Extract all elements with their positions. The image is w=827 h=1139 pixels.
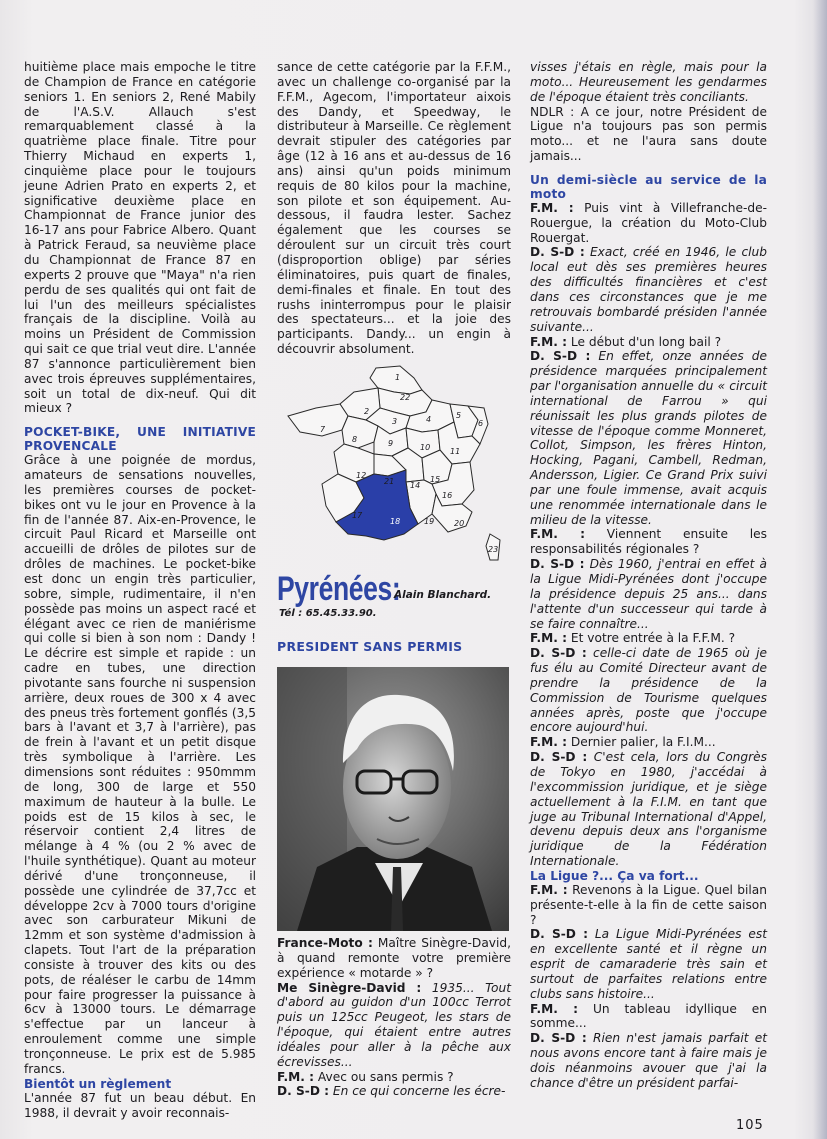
interview-question bbox=[530, 335, 767, 350]
column-middle bbox=[277, 60, 511, 357]
question-text: Viennent ensuite les responsabilités régionales ? bbox=[530, 527, 768, 557]
article-paragraph: Grâce à une poignée de mordus, amateurs de sensations nouvelles, les premières courses de pocket-bikes ont vu le jour en Provence à la fin de l'année 87. Aix-en-Provence, le circuit Paul Ricard et Marseille ont accueilli de drôles de pilotes sur de drôles de machines. Le pocket-bike est donc un engin très particulier, sobre, simple, rudimentaire, il n'en possède pas moins un aspect racé et élégant avec ce rien de maniérisme qui colle si bien à son nom : Dandy ! Le décrire est simple et rapide : un cadre en tubes, une direction pivotante sans fourche ni suspension arrière, deux roues de 300 x 4 avec des pneus très fortement gonflés (3,5 bars à l'avant et 3,7 à l'arrière), pas de frein à l'avant et un petit disque très symbolique à l'arrière. Les dimensions sont réduites : 950mmm de long, 300 de large et 550 maximum de hauteur à la bulle. Le poids est de 15 kilos à sec, le réservoir contient 2,4 litres de mélange à 4 % (ou 2 % avec de l'huile synthétique). Quant au moteur dérivé d'une tronçonneuse, il possède une cylindrée de 37,7cc et développe 2cv à 7000 tours d'origine avec son carburateur Mikuni de 12mm et son système d'admission à clapets. Tout l'art de la préparation consiste à trouver des kits ou des pots, de réaléser le carbu de 14mm pour faire progresser la puissance à 6cv à 13000 tours. Le démarrage s'effectue par un lanceur à enroulement comme une simple tronçonneuse. Le prix est de 5.985 francs. bbox=[24, 453, 256, 1076]
speaker-label: D. S-D : bbox=[530, 750, 588, 765]
speaker-label: D. S-D : bbox=[530, 646, 587, 661]
interview-answer bbox=[277, 1084, 511, 1099]
interview-answer bbox=[530, 349, 767, 527]
map-label: 12 bbox=[356, 471, 367, 480]
map-label: 18 bbox=[390, 517, 401, 526]
editor-note: NDLR : A ce jour, notre Président de Ligue n'a toujours pas son permis moto... et ne l'aura sans doute jamais... bbox=[530, 104, 767, 164]
interview-question bbox=[530, 735, 767, 750]
map-label: 6 bbox=[478, 419, 484, 428]
answer-text: Rien n'est jamais parfait et nous avons encore tant à faire mais je dois néanmoins avouer que j'ai la chance d'être un président parfai- bbox=[530, 1031, 768, 1090]
speaker-label: F.M. : bbox=[530, 200, 574, 215]
map-label: 7 bbox=[320, 425, 326, 434]
region-contact-phone: Tél : 65.45.33.90. bbox=[279, 608, 377, 619]
column-middle-interview bbox=[277, 936, 511, 1099]
column-left bbox=[24, 60, 256, 1120]
column-right bbox=[530, 60, 767, 1091]
interview-question bbox=[277, 936, 511, 981]
map-label: 22 bbox=[400, 393, 411, 402]
page-number: 105 bbox=[736, 1118, 764, 1133]
answer-text: Dès 1960, j'entrai en effet à la Ligue Midi-Pyrénées dont j'occupe la présidence depuis 25 ans... dans l'attente d'un successeur qui tarde à se faire connaître... bbox=[530, 557, 768, 631]
question-text: Et votre entrée à la F.F.M. ? bbox=[567, 631, 736, 646]
speaker-label: F.M. : bbox=[277, 1069, 315, 1084]
question-text: Avec ou sans permis ? bbox=[314, 1069, 454, 1084]
map-label: 23 bbox=[488, 545, 499, 554]
article-paragraph: sance de cette catégorie par la F.F.M., avec un challenge co-organisé par la F.F.M., Agecom, l'importateur aixois des Dandy, et Speedway, le distributeur à Marseille. Ce règlement devrait stipuler des catégories par âge (12 à 16 ans et au-dessus de 16 ans) ainsi qu'un poids minimum requis de 80 kilos pour la machine, son pilote et son équipement. Au-dessous, il faudra lester. Sachez également que les courses se déroulent sur un circuit très court (disproportion oblige) par séries éliminatoires, puis quart de finales, demi-finales et finale. En tout des rushs ininterrompus pour le plaisir des spectateurs... et la joie des participants. Dandy... un engin à découvrir absolument. bbox=[277, 60, 511, 357]
answer-text: La Ligue Midi-Pyrénées est en excellente santé et il règne un esprit de camaraderie très sain et surtout de parfaites relations entre clubs sans histoire... bbox=[530, 927, 767, 1001]
interview-question bbox=[530, 631, 767, 646]
speaker-label: F.M. : bbox=[530, 631, 568, 646]
interview-question bbox=[530, 883, 767, 928]
speaker-label: F.M. : bbox=[530, 527, 585, 542]
section-heading-pocket-bike: POCKET-BIKE, UNE INITIATIVE PROVENCALE bbox=[24, 425, 256, 454]
map-label: 1 bbox=[395, 373, 401, 382]
portrait-photo bbox=[277, 667, 509, 931]
interview-answer bbox=[530, 557, 767, 631]
question-text: Puis vint à Villefranche-de-Rouergue, la création du Moto-Club Rouergat. bbox=[530, 200, 767, 245]
section-heading-demi-siecle: Un demi-siècle au service de la moto bbox=[530, 172, 767, 201]
interview-question bbox=[530, 201, 767, 246]
subheading-ligue: La Ligue ?... Ça va fort... bbox=[530, 868, 699, 883]
question-text: Dernier palier, la F.I.M... bbox=[567, 735, 716, 750]
article-paragraph: L'année 87 fut un beau début. En 1988, il devrait y avoir reconnais- bbox=[24, 1090, 256, 1120]
map-label: 21 bbox=[384, 477, 395, 486]
interview-answer bbox=[277, 981, 511, 1070]
map-label: 15 bbox=[430, 475, 441, 484]
question-text: Revenons à la Ligue. Quel bilan présente-t-elle à la fin de cette saison ? bbox=[530, 882, 767, 927]
speaker-label: Me Sinègre-David : bbox=[277, 980, 422, 995]
interview-answer bbox=[530, 927, 767, 1001]
speaker-label: F.M. : bbox=[530, 1001, 579, 1016]
map-label: 14 bbox=[410, 481, 421, 490]
page-edge-shadow bbox=[813, 0, 827, 1139]
map-label: 3 bbox=[392, 417, 398, 426]
region-contact-name: Alain Blanchard. bbox=[394, 589, 492, 601]
answer-text: celle-ci date de 1965 où je fus élu au Comité Directeur avant de prendre la présidence de la Commission de Tourisme quelques années après, poste que j'occupe encore aujourd'hui. bbox=[530, 646, 767, 735]
map-label: 9 bbox=[388, 439, 394, 448]
question-text: Maître Sinègre-David, à quand remonte votre première expérience « motarde » ? bbox=[277, 936, 511, 980]
map-label: 4 bbox=[426, 415, 432, 424]
interview-question bbox=[530, 527, 767, 557]
speaker-label: F.M. : bbox=[530, 735, 568, 750]
map-label: 5 bbox=[456, 411, 462, 420]
answer-text: En effet, onze années de présidence marquées principalement par l'organisation annuelle du « circuit international de Farrou » qui réunissait les plus grands pilotes de vitesse de l'époque comme Monneret, Collot, Simpson, les frères Hinton, Hocking, Pagani, Cambell, Redman, Andersson, Ligier. Ce Grand Prix suivi par une foule immense, avait acquis une renommée internationale dans le milieu de la vitesse. bbox=[530, 349, 767, 527]
speaker-label: D. S-D : bbox=[530, 245, 585, 260]
speaker-label: D. S-D : bbox=[277, 1084, 330, 1099]
map-label: 16 bbox=[442, 491, 453, 500]
interview-answer bbox=[530, 750, 767, 869]
interview-answer-continued: visses j'étais en règle, mais pour la moto... Heureusement les gendarmes de l'époque étaient très conciliants. bbox=[530, 60, 767, 104]
map-label: 19 bbox=[424, 517, 435, 526]
speaker-label: France-Moto : bbox=[277, 936, 373, 950]
interview-question bbox=[277, 1070, 511, 1085]
answer-text: Exact, créé en 1946, le club local eut dès ses premières heures des difficultés financières et c'est dans ces circonstances que je me retrouvais bombardé présiden l'année suivante... bbox=[530, 245, 768, 334]
answer-text: 1935... Tout d'abord au guidon d'un 100cc Terrot puis un 125cc Peugeot, les stars de l'époque, qui étaient entre autres idéales pour aller à la pêche aux écrevisses... bbox=[277, 980, 511, 1069]
region-title: Pyrénées: bbox=[277, 570, 401, 608]
speaker-label: F.M. : bbox=[530, 334, 568, 349]
map-label: 8 bbox=[352, 435, 358, 444]
interview-answer bbox=[530, 646, 767, 735]
question-text: Le début d'un long bail ? bbox=[567, 334, 722, 349]
speaker-label: D. S-D : bbox=[530, 927, 589, 942]
speaker-label: F.M. : bbox=[530, 882, 568, 897]
interview-answer bbox=[530, 1031, 767, 1090]
speaker-label: D. S-D : bbox=[530, 349, 591, 364]
speaker-label: D. S-D : bbox=[530, 1031, 587, 1046]
map-label: 11 bbox=[450, 447, 461, 456]
answer-text: C'est cela, lors du Congrès de Tokyo en 1980, j'accédai à l'excommission juridique, et je siège actuellement à la F.I.M. en tant que juge au Tribunal International d'Appel, devenu depuis deux ans l'organisme juridique de la Fédération Internationale. bbox=[530, 750, 768, 869]
map-label: 17 bbox=[352, 511, 363, 520]
subheading-reglement: Bientôt un règlement bbox=[24, 1076, 172, 1091]
france-regions-map bbox=[282, 364, 510, 566]
map-label: 20 bbox=[454, 519, 465, 528]
question-text: Un tableau idyllique en somme... bbox=[530, 1001, 767, 1031]
map-label: 10 bbox=[420, 443, 431, 452]
interview-question bbox=[530, 1002, 767, 1032]
map-label: 2 bbox=[364, 407, 370, 416]
speaker-label: D. S-D : bbox=[530, 557, 585, 572]
article-paragraph: huitième place mais empoche le titre de Champion de France en catégorie seniors 1. En seniors 2, René Mabily de l'A.S.V. Allauch s'est remarquablement classé à la quatrième place finale. Titre pour Thierry Michaud en experts 1, cinquième place pour le toujours jeune Adrien Prato en experts 2, et significative deuxième place en Championnat de France junior des 16-17 ans pour Fabrice Albero. Quant à Patrick Feraud, sa neuvième place du Championnat de France 87 en experts 2 prouve que "Maya" n'a rien perdu de ses qualités qui ont fait de lui l'un des meilleurs spécialistes français de la discipline. Voilà au moins un Président de Commission qui sait ce que trial veut dire. L'année 87 s'annonce particulièrement bien avec trois épreuves supplémentaires, soit un total de dix-neuf. Qui dit mieux ? bbox=[24, 60, 256, 416]
section-heading-president: PRESIDENT SANS PERMIS bbox=[277, 639, 463, 654]
interview-answer bbox=[530, 245, 767, 334]
answer-text: En ce qui concerne les écre- bbox=[329, 1084, 506, 1099]
